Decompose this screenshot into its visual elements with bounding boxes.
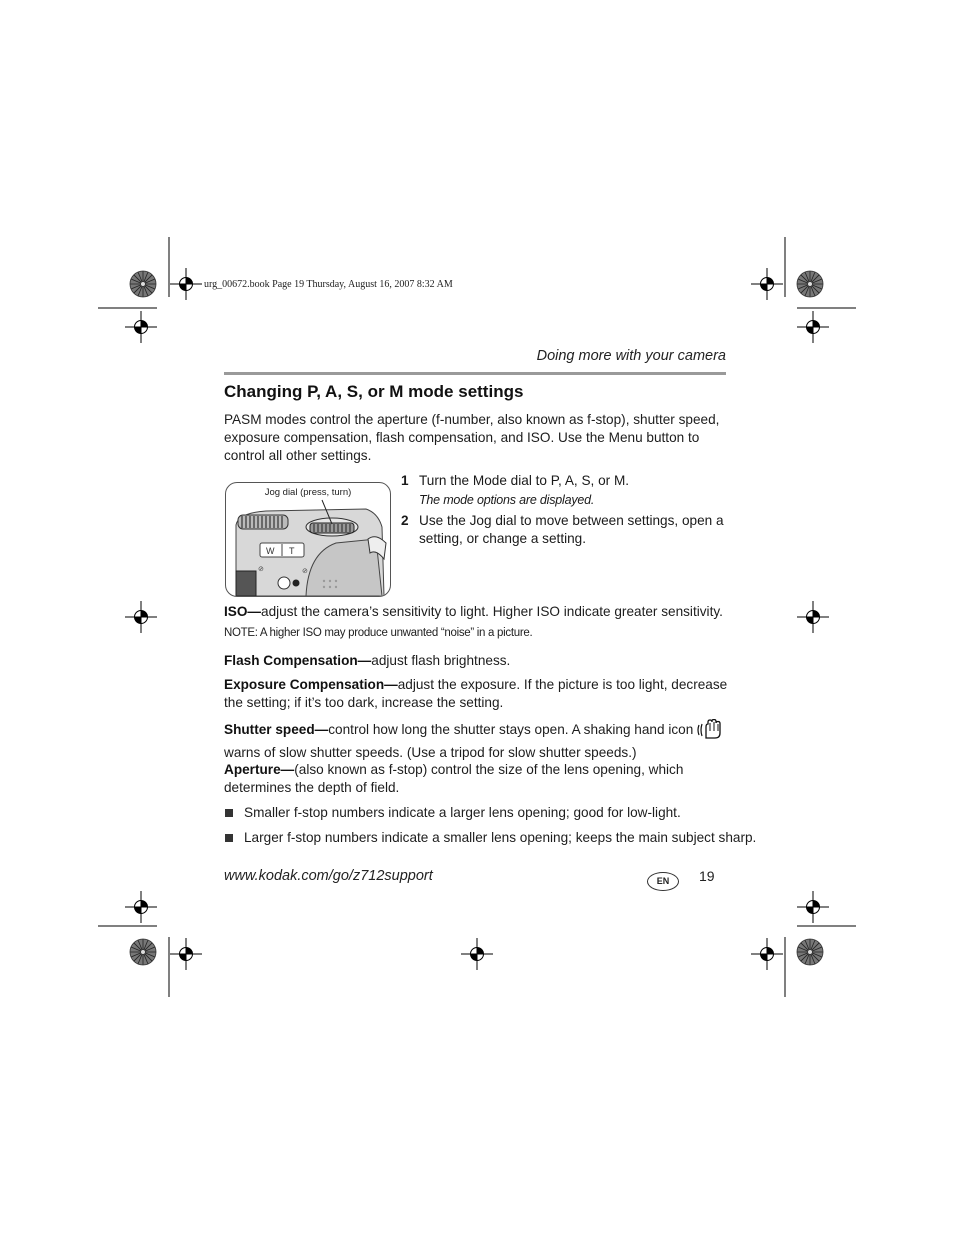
term: Exposure Compensation— <box>224 677 398 692</box>
bullet-square-icon <box>225 834 233 842</box>
running-head: Doing more with your camera <box>536 348 726 364</box>
iso-definition <box>224 603 734 621</box>
flash-compensation-definition <box>224 652 734 670</box>
exposure-compensation-definition <box>224 676 734 712</box>
intro-paragraph: PASM modes control the aperture (f-number, also known as f-stop), shutter speed, exposure compensation, flash compensation, and ISO. Use the Menu button to control all other settings. <box>224 412 720 463</box>
bullet-item <box>224 804 681 822</box>
print-info-line: urg_00672.book Page 19 Thursday, August 16, 2007 8:32 AM <box>204 279 453 290</box>
language-badge: EN <box>647 872 679 891</box>
definition-continued: warns of slow shutter speeds. (Use a tripod for slow shutter speeds.) <box>224 745 637 760</box>
shutter-speed-definition <box>224 719 734 762</box>
term: Shutter speed— <box>224 722 329 737</box>
step-text: Turn the Mode dial to P, A, S, or M. <box>419 473 630 488</box>
svg-text:W: W <box>266 546 275 556</box>
step-1 <box>401 472 731 490</box>
step-number: 1 <box>401 473 409 488</box>
definition: adjust the camera’s sensitivity to light. Higher ISO indicate greater sensitivity. <box>261 604 723 619</box>
support-url[interactable]: www.kodak.com/go/z712support <box>224 868 433 884</box>
term: Aperture— <box>224 762 295 777</box>
section-title: Changing P, A, S, or M mode settings <box>224 382 524 401</box>
bullet-text: Larger f-stop numbers indicate a smaller lens opening; keeps the main subject sharp. <box>244 830 757 845</box>
bullet-text: Smaller f-stop numbers indicate a larger lens opening; good for low-light. <box>244 805 681 820</box>
step-2 <box>401 512 731 548</box>
svg-text:⊘: ⊘ <box>302 568 308 575</box>
shaking-hand-icon <box>697 719 723 744</box>
svg-text:⊘: ⊘ <box>258 566 264 573</box>
bullet-item <box>224 829 756 847</box>
bullet-square-icon <box>225 809 233 817</box>
step-list <box>401 472 731 554</box>
camera-top-illustration <box>225 482 391 597</box>
aperture-definition <box>224 761 734 797</box>
step-number: 2 <box>401 513 409 528</box>
note: NOTE: A higher ISO may produce unwanted “noise” in a picture. <box>224 627 533 639</box>
jog-dial-callout: Jog dial (press, turn) <box>264 487 352 498</box>
term: Flash Compensation— <box>224 653 372 668</box>
camera-drawing <box>226 483 390 596</box>
definition: adjust flash brightness. <box>371 653 511 668</box>
page-number: 19 <box>699 868 715 884</box>
step-text: Use the Jog dial to move between settings, open a setting, or change a setting. <box>419 513 724 546</box>
step-result: The mode options are displayed. <box>419 493 595 507</box>
definition: (also known as f-stop) control the size of the lens opening, which determines the depth of field. <box>224 762 684 795</box>
header-rule <box>224 372 726 375</box>
term: ISO— <box>224 604 262 619</box>
definition: control how long the shutter stays open. A shaking hand icon <box>328 722 694 737</box>
definition: adjust the exposure. If the picture is too light, decrease the setting; if it’s too dark, increase the setting. <box>224 677 728 710</box>
svg-text:T: T <box>289 546 295 556</box>
